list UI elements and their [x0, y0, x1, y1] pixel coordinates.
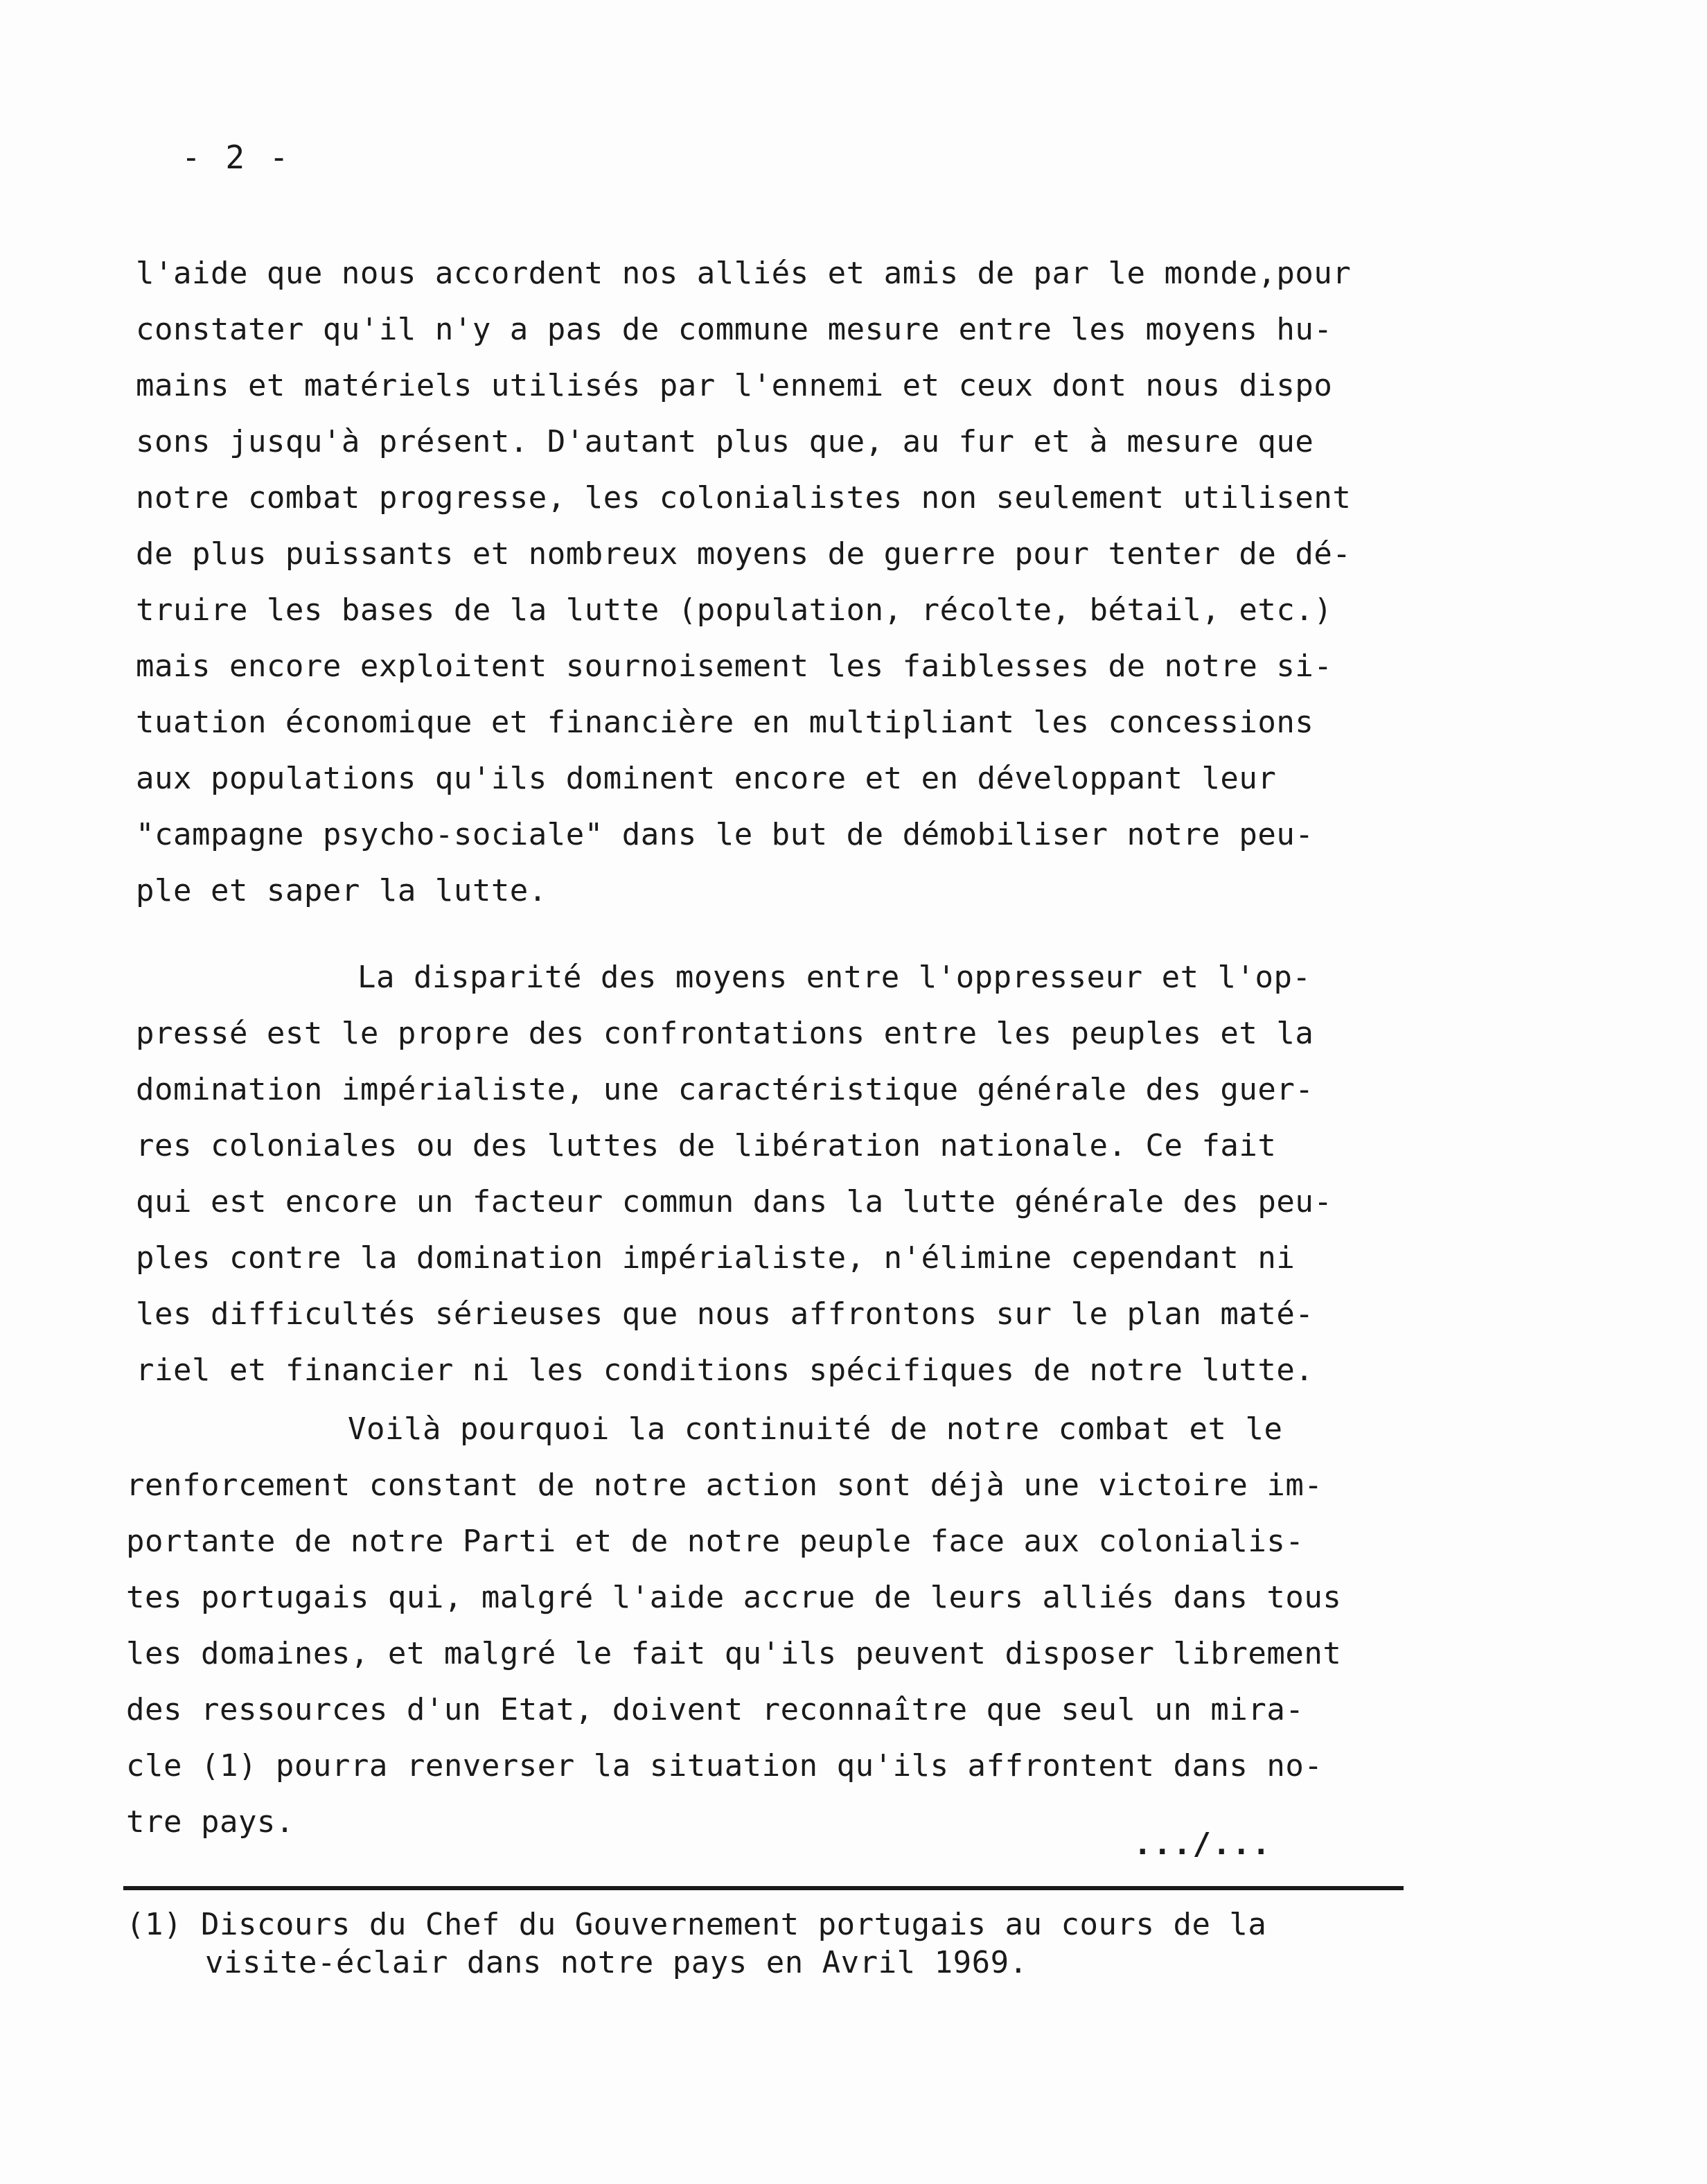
text-line: tre pays. — [126, 1804, 294, 1840]
text-line: ples contre la domination impérialiste, n'élimine cependant ni — [136, 1240, 1295, 1276]
text-line: pressé est le propre des confrontations entre les peuples et la — [136, 1016, 1314, 1051]
text-line: notre combat progresse, les colonialistes non seulement utilisent — [136, 480, 1352, 516]
text-line: des ressources d'un Etat, doivent reconnaître que seul un mira- — [126, 1692, 1304, 1727]
text-line: mais encore exploitent sournoisement les faiblesses de notre si- — [136, 649, 1333, 684]
text-line: sons jusqu'à présent. D'autant plus que, au fur et à mesure que — [136, 424, 1314, 459]
continuation-mark: .../... — [1133, 1826, 1272, 1862]
text-line: tes portugais qui, malgré l'aide accrue de leurs alliés dans tous — [126, 1580, 1342, 1615]
text-line: constater qu'il n'y a pas de commune mesure entre les moyens hu- — [136, 312, 1333, 347]
text-line: de plus puissants et nombreux moyens de guerre pour tenter de dé- — [136, 536, 1352, 572]
text-line: portante de notre Parti et de notre peuple face aux colonialis- — [126, 1524, 1304, 1559]
footnote-divider — [123, 1886, 1404, 1890]
paragraph-3 — [126, 1401, 1470, 1850]
text-line: les difficultés sérieuses que nous affrontons sur le plan maté- — [136, 1296, 1314, 1332]
text-line: domination impérialiste, une caractéristique générale des guer- — [136, 1072, 1314, 1107]
text-line: riel et financier ni les conditions spécifiques de notre lutte. — [136, 1353, 1314, 1388]
text-line: aux populations qu'ils dominent encore et en développant leur — [136, 761, 1277, 796]
footnote-line: (1) Discours du Chef du Gouvernement portugais au cours de la — [126, 1907, 1267, 1942]
footnote-line: visite-éclair dans notre pays en Avril 1969. — [205, 1945, 1028, 1980]
text-line: tuation économique et financière en multipliant les concessions — [136, 705, 1314, 740]
text-line: ple et saper la lutte. — [136, 873, 547, 908]
text-line: truire les bases de la lutte (population, récolte, bétail, etc.) — [136, 592, 1333, 628]
footnote — [126, 1905, 1442, 1982]
text-line: La disparité des moyens entre l'oppresseur et l'op- — [357, 960, 1311, 995]
paragraph-1 — [136, 245, 1480, 919]
text-line: cle (1) pourra renverser la situation qu'ils affrontent dans no- — [126, 1748, 1323, 1784]
text-line: "campagne psycho-sociale" dans le but de démobiliser notre peu- — [136, 817, 1314, 852]
text-line: mains et matériels utilisés par l'ennemi et ceux dont nous dispo — [136, 368, 1333, 403]
text-line: renforcement constant de notre action sont déjà une victoire im- — [126, 1468, 1323, 1503]
page-number: - 2 - — [182, 139, 292, 176]
text-line: les domaines, et malgré le fait qu'ils peuvent disposer librement — [126, 1636, 1342, 1671]
text-line: Voilà pourquoi la continuité de notre combat et le — [348, 1411, 1283, 1447]
text-line: l'aide que nous accordent nos alliés et amis de par le monde,pour — [136, 256, 1352, 291]
paragraph-2 — [136, 949, 1480, 1398]
text-line: res coloniales ou des luttes de libération nationale. Ce fait — [136, 1128, 1277, 1163]
text-line: qui est encore un facteur commun dans la lutte générale des peu- — [136, 1184, 1333, 1219]
